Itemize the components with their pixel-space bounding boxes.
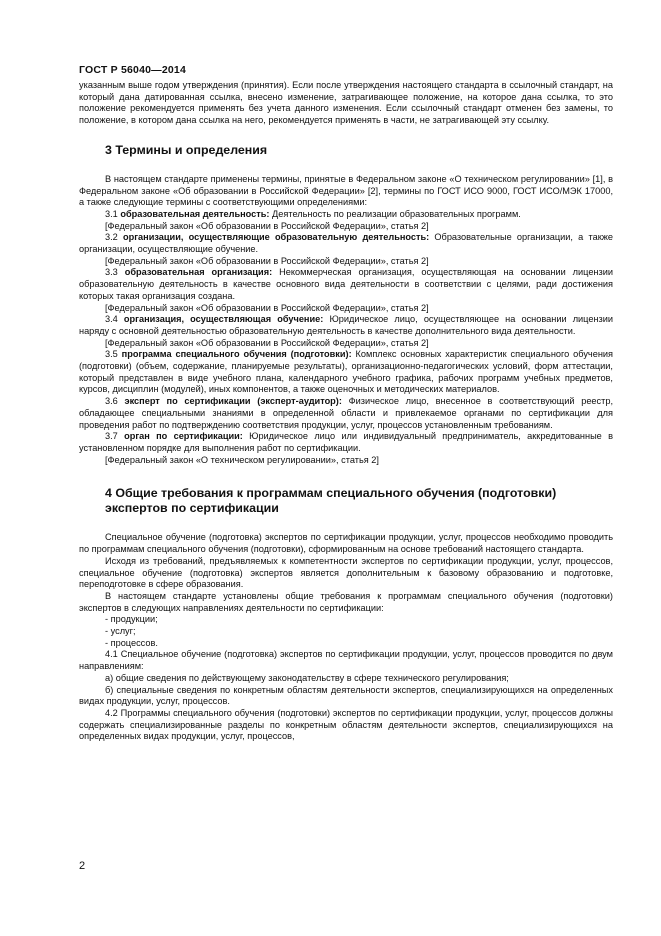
term-3-7-source: [Федеральный закон «О техническом регулировании», статья 2] [105, 454, 379, 465]
term-list [79, 209, 613, 466]
document-body [79, 80, 613, 743]
page-number: 2 [79, 860, 86, 872]
clause-4-1-b: б) специальные сведения по конкретным областям деятельности экспертов, специализирующихся на определенных видах продукции, услуг, процессов. [79, 684, 613, 707]
term-3-2: 3.2 организации, осуществляющие образовательную деятельность: Образовательные организации, а также организации, осуществляющие обучение. [79, 232, 613, 255]
list-item: - услуг; [105, 626, 136, 637]
term-3-4: 3.4 организация, осуществляющая обучение: Юридическое лицо, осуществляющее на основании лицензии наряду с основной деятельностью образовательную деятельность в качестве дополнительного вида деятельности. [79, 314, 614, 336]
term-3-1: 3.1 образовательная деятельность: Деятельность по реализации образовательных программ. [105, 208, 521, 219]
clause-4-2: 4.2 Программы специального обучения (подготовки) экспертов по сертификации продукции, услуг, процессов должны содержать специализированные разделы по конкретным областям деятельности экспертов, специализирующихся на определенных видах продукции, услуг, процессов, [79, 707, 613, 742]
section-3-title: 3 Термины и определения [105, 142, 268, 157]
term-3-6: 3.6 эксперт по сертификации (эксперт-аудитор): Физическое лицо, внесенное в соответствующий реестр, обладающее специальными знаниями в определенной области и привлекаемое органами по сертификации для проведения работ по подтверждению соответствия продукции, услуг, процессов установленным требованиям. [79, 396, 613, 430]
term-3-4-source: [Федеральный закон «Об образовании в Российской Федерации», статья 2] [105, 337, 429, 348]
clause-4-1: 4.1 Специальное обучение (подготовка) экспертов по сертификации продукции, услуг, процессов проводится по двум направлениям: [79, 649, 613, 672]
section-4-paragraph-3: В настоящем стандарте установлены общие требования к программам специального обучения (подготовки) экспертов в следующих направлениях деятельности по сертификации: [79, 590, 613, 613]
term-3-7: 3.7 орган по сертификации: Юридическое лицо или индивидуальный предприниматель, аккредитованные в установленном порядке для выполнения работ по сертификации. [79, 431, 613, 453]
term-3-1-source: [Федеральный закон «Об образовании в Российской Федерации», статья 2] [105, 220, 429, 231]
document-header: ГОСТ Р 56040—2014 [79, 64, 187, 76]
clause-4-1-a: а) общие сведения по действующему законодательству в сфере технического регулирования; [105, 672, 509, 683]
term-3-5: 3.5 программа специального обучения (подготовки): Комплекс основных характеристик специального обучения (подготовки) (объем, содержание, планируемые результаты), организационно-педагогических условий, форм аттестации, который представлен в виде учебного плана, календарного учебного графика, рабочих программ учебных предметов, курсов, дисциплин (модулей), иных компонентов, а также оценочных и методических материалов. [79, 349, 614, 395]
section-4-paragraph-1: Специальное обучение (подготовка) экспертов по сертификации продукции, услуг, процессов необходимо проводить по программам специального обучения (подготовки), сформированным на основе требований настоящего стандарта. [79, 532, 613, 555]
list-item: - продукции; [105, 614, 158, 625]
term-3-3-source: [Федеральный закон «Об образовании в Российской Федерации», статья 2] [105, 302, 429, 313]
intro-paragraph: указанным выше годом утверждения (принятия). Если после утверждения настоящего стандарта в ссылочный стандарт, на который дана датированная ссылка, внесено изменение, затрагивающее положение, на которое дана ссылка, то это положение рекомендуется применять без учета данного изменения. Если ссылочный стандарт отменен без замены, то положение, в котором дана ссылка на него, рекомендуется применять в части, не затрагивающей эту ссылку. [79, 80, 613, 126]
term-3-3: 3.3 образовательная организация: Некоммерческая организация, осуществляющая на основании лицензии образовательную деятельность в качестве основного вида деятельности в соответствии с целями, ради достижения которых такая организация создана. [79, 267, 613, 301]
section-4-paragraph-2: Исходя из требований, предъявляемых к компетентности экспертов по сертификации продукции, услуг, процессов, специальное обучение (подготовка) экспертов является дополнительным к базовому образованию и подготовке, переподготовке в сфере образования. [79, 555, 613, 590]
term-3-2-source: [Федеральный закон «Об образовании в Российской Федерации», статья 2] [105, 255, 429, 266]
section-4-title: 4 Общие требования к программам специального обучения (подготовки) экспертов по сертификации [105, 486, 557, 516]
section-3-intro: В настоящем стандарте применены термины, принятые в Федеральном законе «О техническом регулировании» [1], в Федеральном законе «Об образовании в Российской Федерации» [2], термины по ГОСТ ИСО 9000, ГОСТ ИСО/МЭК 17000, а также следующие термины с соответствующими определениями: [79, 173, 613, 208]
list-item: - процессов. [105, 637, 158, 648]
